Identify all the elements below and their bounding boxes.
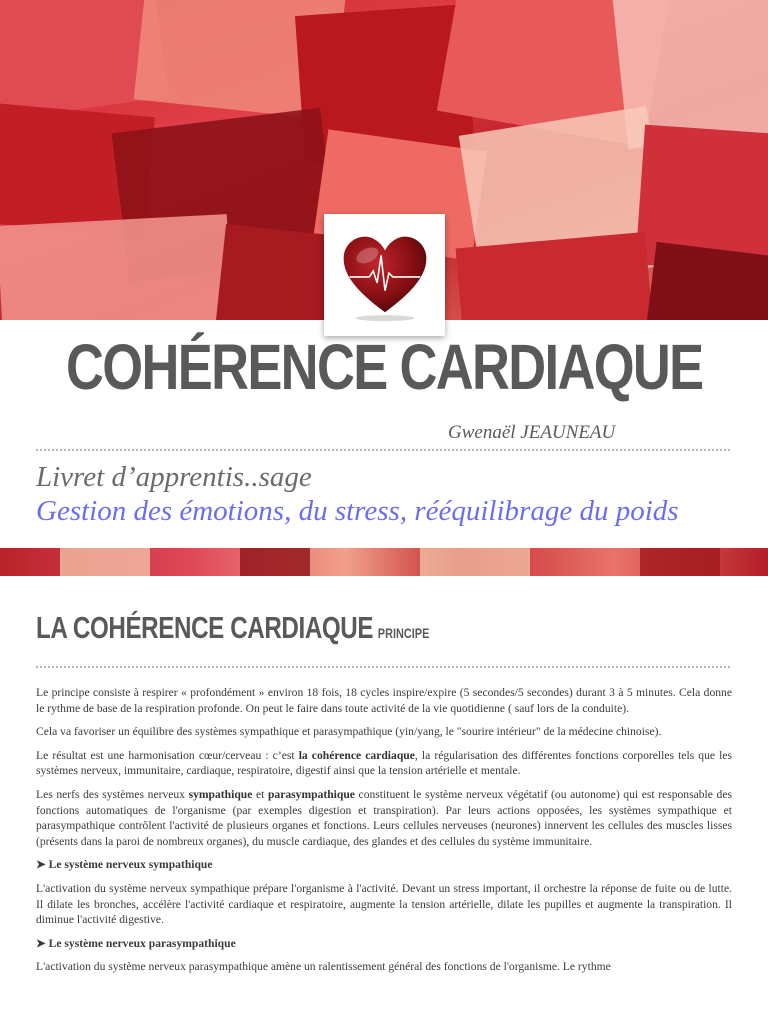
text-run: et xyxy=(252,787,268,801)
text-run: Le résultat est une harmonisation cœur/cerveau : c’est xyxy=(36,748,299,762)
text-run: , la régularisation des différentes fonctions corporelles tels que les systèmes nerveux, immunitaire, cardiaque, respiratoire, digestif ainsi que la tension artérielle et mentale. xyxy=(36,748,733,778)
decorative-strip xyxy=(0,548,768,576)
paragraph: L'activation du système nerveux parasympathique amène un ralentissement général des fonctions de l'organisme. Le rythme xyxy=(36,960,611,974)
heart-badge xyxy=(324,214,445,336)
paragraph xyxy=(36,748,732,779)
cover-title: COHÉRENCE CARDIAQUE xyxy=(66,331,703,403)
cover-subtitle: Livret d’apprentis..sage xyxy=(36,461,312,493)
bold-term: la cohérence cardiaque xyxy=(298,748,415,762)
bullet-heading-parasympathetic: ➤ Le système nerveux parasympathique xyxy=(36,936,236,950)
section-heading xyxy=(36,610,429,646)
text-run: Les nerfs des systèmes nerveux xyxy=(36,787,189,801)
paragraph: L'activation du système nerveux sympathique prépare l'organisme à l'activité. Devant un stress important, il orchestre la réponse de fuite ou de lutte. Il dilate les bronches, accélère l'activité cardiaque et respiratoire, augmente la tension artérielle, dilate les pupilles et augmente la transpiration. Il diminue l'activité digestive. xyxy=(36,881,732,927)
paragraph: Cela va favoriser un équilibre des systèmes sympathique et parasympathique (yin/yang, le "sourire intérieur" de la médecine chinoise). xyxy=(36,725,662,739)
bullet-heading-sympathetic: ➤ Le système nerveux sympathique xyxy=(36,858,213,872)
section-title: LA COHÉRENCE CARDIAQUE xyxy=(36,610,374,645)
dotted-divider xyxy=(36,449,730,451)
text-run: constituent le système nerveux végétatif (ou autonome) qui est responsable des fonctions automatiques de l'organisme (par exemples digestion et transpiration). Par leurs actions opposées, les systèmes sympathique et parasympathique contrôlent l'activité de plusieurs organes et fonctions. Leurs cellules nerveuses (neurones) innervent les cellules des muscles lisses (présents dans la paroi de nombreux organes), du muscle cardiaque, des glandes et des cellules du système immunitaire. xyxy=(36,787,732,848)
paragraph: Le principe consiste à respirer « profondément » environ 18 fois, 18 cycles inspire/expire (5 secondes/5 secondes) durant 3 à 5 minutes. Cela donne le rythme de base de la respiration profonde. On peut le faire dans toute activité de la vie quotidienne ( sauf lors de la conduite). xyxy=(36,686,732,715)
section-tag: PRINCIPE xyxy=(377,625,430,641)
bold-term: sympathique xyxy=(188,787,253,801)
heart-ecg-icon xyxy=(336,226,434,324)
author-name: Gwenaël JEAUNEAU xyxy=(448,422,616,443)
bold-term: parasympathique xyxy=(267,787,355,801)
section-divider xyxy=(36,666,730,668)
paragraph xyxy=(36,787,732,849)
cover-tagline: Gestion des émotions, du stress, rééquilibrage du poids xyxy=(36,495,679,527)
section-body xyxy=(36,685,732,983)
